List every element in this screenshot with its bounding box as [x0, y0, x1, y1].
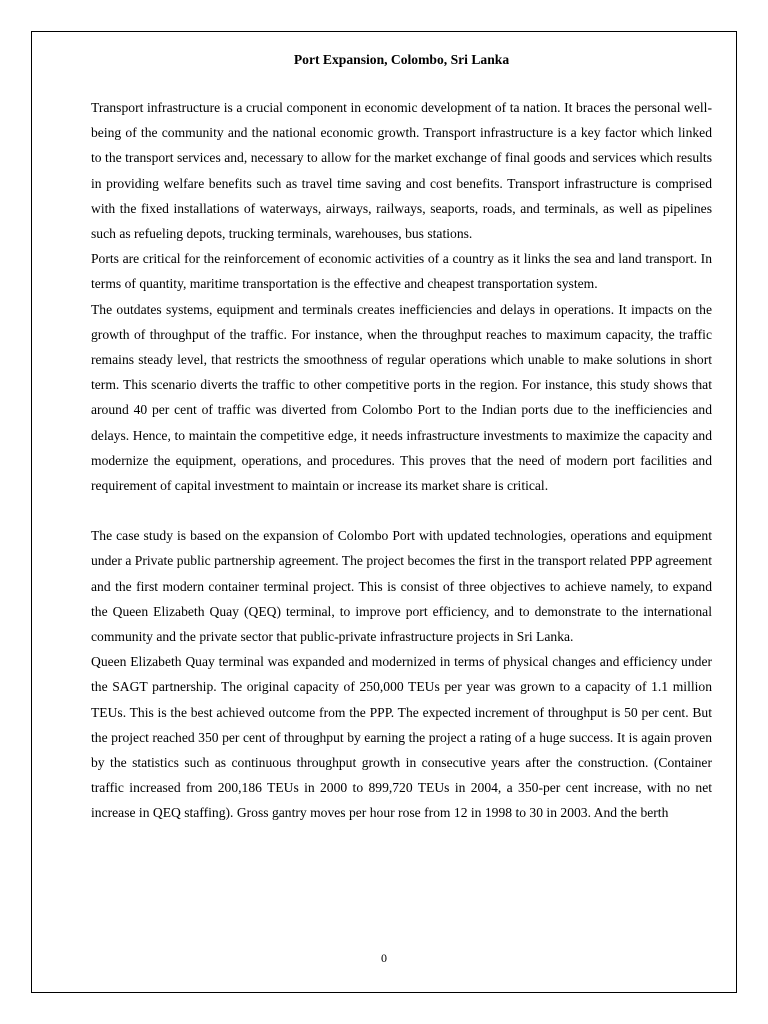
document-title: Port Expansion, Colombo, Sri Lanka: [293, 52, 510, 67]
paragraph-case-study: The case study is based on the expansion of Colombo Port with updated technologies, operations and equipment under a Private public partnership agreement. The project becomes the first in the transport related PPP agreement and the first modern container terminal project. This is consist of three objectives to achieve namely, to expand the Queen Elizabeth Quay (QEQ) terminal, to improve port efficiency, and to demonstrate to the international community and the private sector that public-private infrastructure projects in Sri Lanka.: [91, 528, 712, 645]
paragraph-spacer: [91, 498, 712, 523]
paragraph-transport-infrastructure: Transport infrastructure is a crucial component in economic development of ta nation. It braces the personal well-being of the community and the national economic growth. Transport infrastructure is a key factor which linked to the transport services and, necessary to allow for the market exchange of final goods and services which results in providing welfare benefits such as travel time saving and cost benefits. Transport infrastructure is comprised with the fixed installations of waterways, airways, railways, seaports, roads, and terminals, as well as pipelines such as refueling depots, trucking terminals, warehouses, bus stations.: [91, 100, 712, 242]
document-body: [91, 50, 712, 826]
page-number: 0: [381, 951, 387, 965]
paragraph-outdated-systems: The outdates systems, equipment and terminals creates inefficiencies and delays in operations. It impacts on the growth of throughput of the traffic. For instance, when the throughput reaches to maximum capacity, the traffic remains steady level, that restricts the smoothness of regular operations which unable to make solutions in short term. This scenario diverts the traffic to other competitive ports in the region. For instance, this study shows that around 40 per cent of traffic was diverted from Colombo Port to the Indian ports due to the inefficiencies and delays. Hence, to maintain the competitive edge, it needs infrastructure investments to maximize the capacity and modernize the equipment, operations, and procedures. This proves that the need of modern port facilities and requirement of capital investment to maintain or increase its market share is critical.: [91, 301, 712, 494]
paragraph-qeq-terminal: Queen Elizabeth Quay terminal was expanded and modernized in terms of physical changes and efficiency under the SAGT partnership. The original capacity of 250,000 TEUs per year was grown to a capacity of 1.1 million TEUs. This is the best achieved outcome from the PPP. The expected increment of throughput is 50 per cent. But the project reached 350 per cent of throughput by earning the project a rating of a huge success. It is again proven by the statistics such as continuous throughput growth in consecutive years after the construction. (Container traffic increased from 200,186 TEUs in 2000 to 899,720 TEUs in 2004, a 350-per cent increase, with no net increase in QEQ staffing). Gross gantry moves per hour rose from 12 in 1998 to 30 in 2003. And the berth: [91, 654, 712, 821]
paragraph-ports: Ports are critical for the reinforcement of economic activities of a country as it links the sea and land transport. In terms of quantity, maritime transportation is the effective and cheapest transportation system.: [91, 251, 712, 292]
